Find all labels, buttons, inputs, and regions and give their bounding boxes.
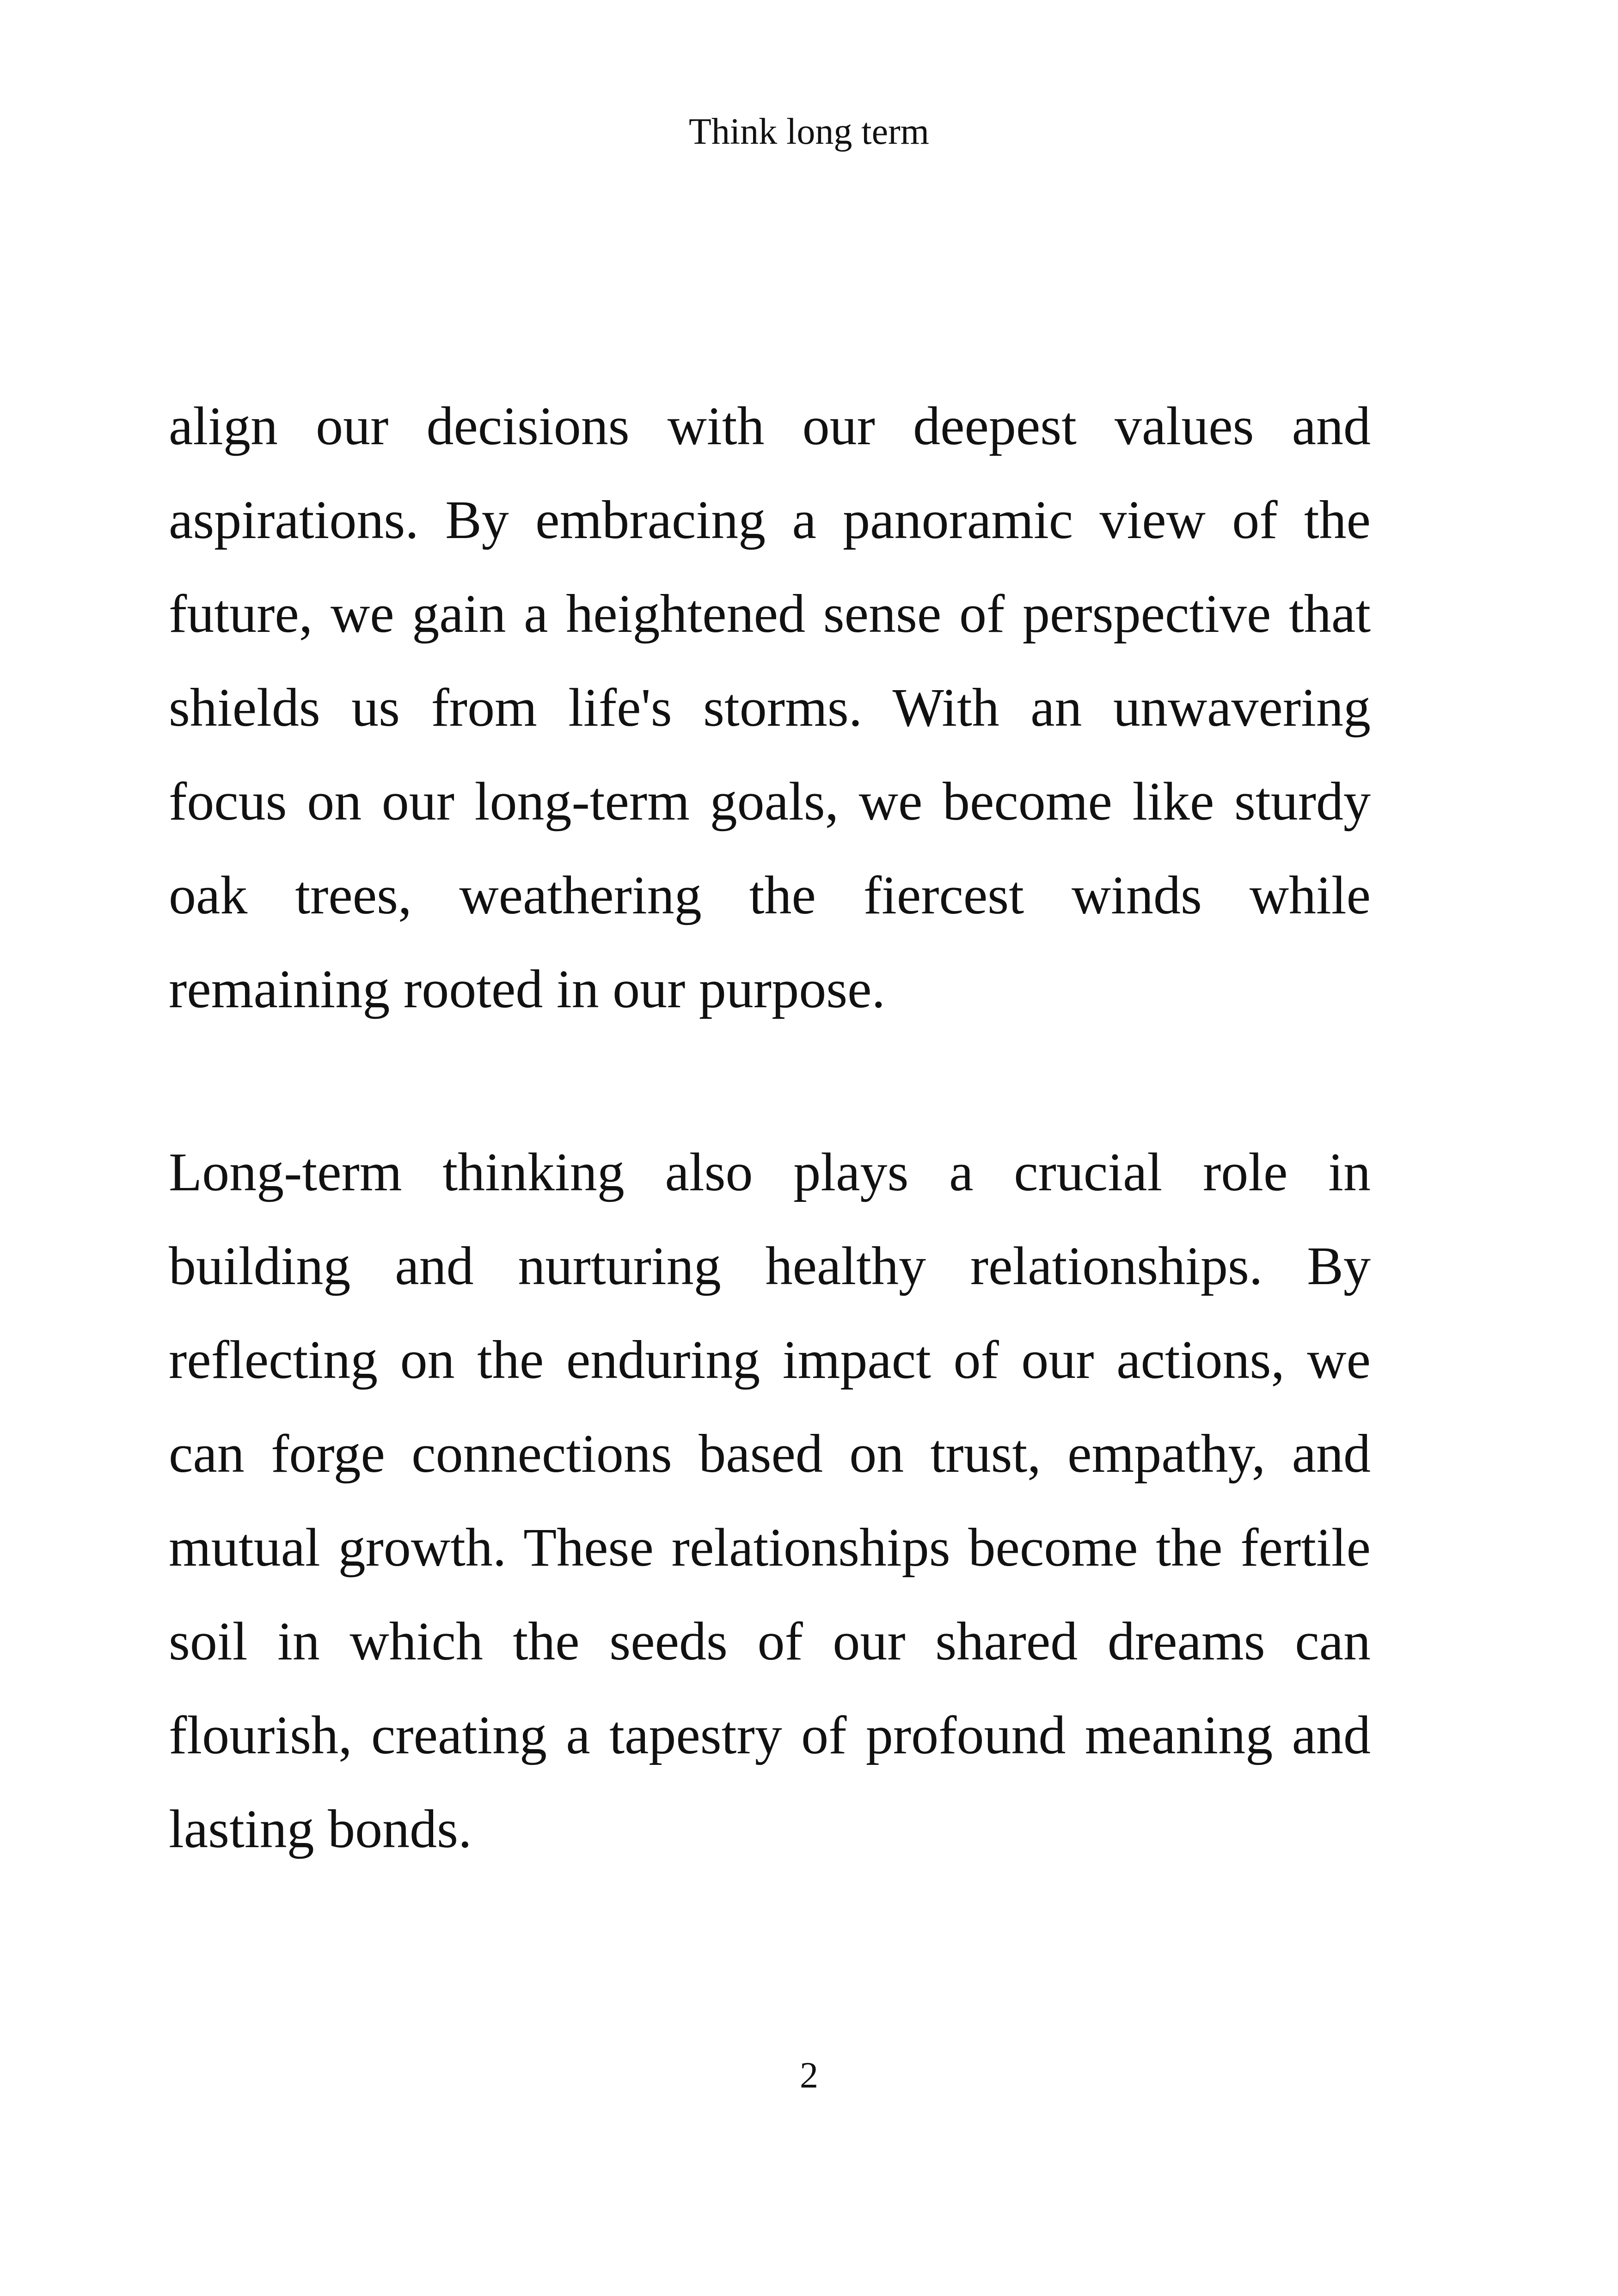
body-paragraph-1: align our decisions with our deepest values and aspirations. By embracing a panoramic view of the future, we gain a heightened sense of perspective that shields us from life's storms. With an unwavering focus on our long-term goals, we become like sturdy oak trees, weathering the fiercest winds while remaining rooted in our purpose. <box>169 396 1371 1019</box>
running-header: Think long term <box>689 111 929 152</box>
body-paragraph-2: Long-term thinking also plays a crucial role in building and nurturing healthy relationships. By reflecting on the enduring impact of our actions, we can forge connections based on trust, empathy, and mutual growth. These relationships become the fertile soil in which the seeds of our shared dreams can flourish, creating a tapestry of profound meaning and lasting bonds. <box>169 1142 1371 1859</box>
page-number: 2 <box>800 2055 818 2096</box>
